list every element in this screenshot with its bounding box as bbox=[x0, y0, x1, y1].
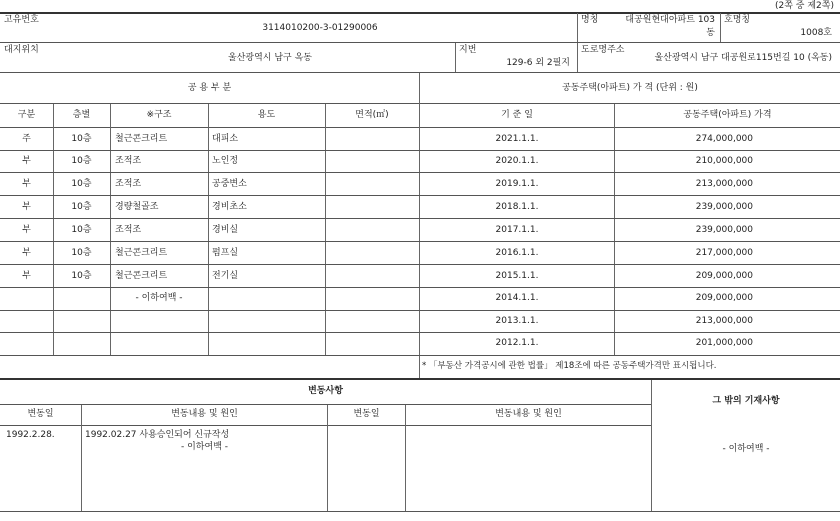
col-floor: 층별 bbox=[72, 110, 91, 120]
row-division: 부 bbox=[22, 271, 31, 281]
row-use: 경비실 bbox=[212, 225, 239, 235]
row-floor: 10층 bbox=[71, 134, 92, 144]
row-use: 경비초소 bbox=[212, 202, 247, 212]
id-label: 고유번호 bbox=[4, 15, 39, 25]
site-value: 울산광역시 남구 옥동 bbox=[228, 53, 312, 63]
price-date: 2014.1.1. bbox=[495, 293, 539, 303]
price-date: 2012.1.1. bbox=[495, 338, 539, 348]
row-division: 주 bbox=[22, 134, 31, 144]
common-section-title: 공 용 부 분 bbox=[187, 83, 232, 93]
changes-blank-note: - 이하여백 - bbox=[181, 442, 228, 452]
row-structure: 조적조 bbox=[115, 225, 142, 235]
row-structure: 조적조 bbox=[115, 156, 142, 166]
common-blank-note: - 이하여백 - bbox=[135, 293, 183, 303]
page-number-note: (2쪽 중 제2쪽) bbox=[775, 1, 834, 11]
price-value: 217,000,000 bbox=[695, 248, 753, 258]
row-division: 부 bbox=[22, 156, 31, 166]
col-use: 용도 bbox=[257, 110, 276, 120]
row-use: 펌프실 bbox=[212, 248, 239, 258]
row-structure: 조적조 bbox=[115, 179, 142, 189]
price-date: 2015.1.1. bbox=[495, 271, 539, 281]
price-value: 213,000,000 bbox=[695, 179, 753, 189]
col-change-date-1: 변동일 bbox=[27, 409, 54, 419]
other-notes-title: 그 밖의 기재사항 bbox=[712, 396, 780, 406]
other-blank-note: - 이하여백 - bbox=[722, 444, 770, 454]
name-label: 명칭 bbox=[581, 15, 599, 25]
row-use: 전기실 bbox=[212, 271, 239, 281]
col-base-date: 기 준 일 bbox=[501, 110, 533, 120]
row-structure: 철근콘크리트 bbox=[115, 248, 168, 258]
row-floor: 10층 bbox=[71, 202, 92, 212]
price-value: 201,000,000 bbox=[695, 338, 753, 348]
row-use: 공중변소 bbox=[212, 179, 247, 189]
row-division: 부 bbox=[22, 202, 31, 212]
name-value-line1: 대공원현대아파트 103 bbox=[625, 15, 715, 25]
unit-label: 호명칭 bbox=[724, 15, 751, 25]
price-date: 2019.1.1. bbox=[495, 179, 539, 189]
site-label: 대지위치 bbox=[4, 45, 39, 55]
price-value: 209,000,000 bbox=[695, 293, 753, 303]
price-value: 274,000,000 bbox=[695, 134, 753, 144]
price-date: 2018.1.1. bbox=[495, 202, 539, 212]
row-floor: 10층 bbox=[71, 248, 92, 258]
row-floor: 10층 bbox=[71, 179, 92, 189]
price-value: 239,000,000 bbox=[695, 225, 753, 235]
row-division: 부 bbox=[22, 225, 31, 235]
row-structure: 철근콘크리트 bbox=[115, 271, 168, 281]
col-structure: ※구조 bbox=[146, 110, 172, 120]
change-entry-date: 1992.2.28. bbox=[6, 430, 55, 440]
row-division: 부 bbox=[22, 248, 31, 258]
price-date: 2021.1.1. bbox=[495, 134, 539, 144]
col-change-date-2: 변동일 bbox=[353, 409, 380, 419]
road-value: 울산광역시 남구 대공원로115번길 10 (옥동) bbox=[654, 53, 832, 63]
price-date: 2017.1.1. bbox=[495, 225, 539, 235]
row-use: 노인정 bbox=[212, 156, 239, 166]
road-label: 도로명주소 bbox=[581, 45, 625, 55]
row-use: 대피소 bbox=[212, 134, 239, 144]
row-floor: 10층 bbox=[71, 225, 92, 235]
change-entry-desc: 1992.02.27 사용승인되어 신규작성 bbox=[85, 430, 230, 440]
col-house-price: 공동주택(아파트) 가격 bbox=[683, 110, 772, 120]
price-date: 2016.1.1. bbox=[495, 248, 539, 258]
row-floor: 10층 bbox=[71, 156, 92, 166]
lot-label: 지번 bbox=[459, 45, 477, 55]
price-date: 2020.1.1. bbox=[495, 156, 539, 166]
price-value: 213,000,000 bbox=[695, 316, 753, 326]
row-floor: 10층 bbox=[71, 271, 92, 281]
row-division: 부 bbox=[22, 179, 31, 189]
price-date: 2013.1.1. bbox=[495, 316, 539, 326]
price-value: 209,000,000 bbox=[695, 271, 753, 281]
price-section-title: 공동주택(아파트) 가 격 (단위 : 원) bbox=[562, 83, 698, 93]
row-structure: 철근콘크리트 bbox=[115, 134, 168, 144]
col-area: 면적(㎡) bbox=[355, 110, 389, 120]
row-structure: 경량철골조 bbox=[115, 202, 159, 212]
col-change-desc-1: 변동내용 및 원인 bbox=[171, 409, 238, 419]
name-value-line2: 동 bbox=[706, 28, 715, 38]
lot-value: 129-6 외 2필지 bbox=[506, 58, 570, 68]
price-value: 239,000,000 bbox=[695, 202, 753, 212]
unit-value: 1008호 bbox=[800, 28, 832, 38]
price-value: 210,000,000 bbox=[695, 156, 753, 166]
col-change-desc-2: 변동내용 및 원인 bbox=[495, 409, 562, 419]
price-footnote: * 「부동산 가격공시에 관한 법률」 제18조에 따른 공동주택가격만 표시됩니다. bbox=[422, 361, 717, 371]
col-division: 구분 bbox=[17, 110, 36, 120]
changes-section-title: 변동사항 bbox=[308, 386, 343, 396]
id-value: 3114010200-3-01290006 bbox=[262, 23, 378, 33]
